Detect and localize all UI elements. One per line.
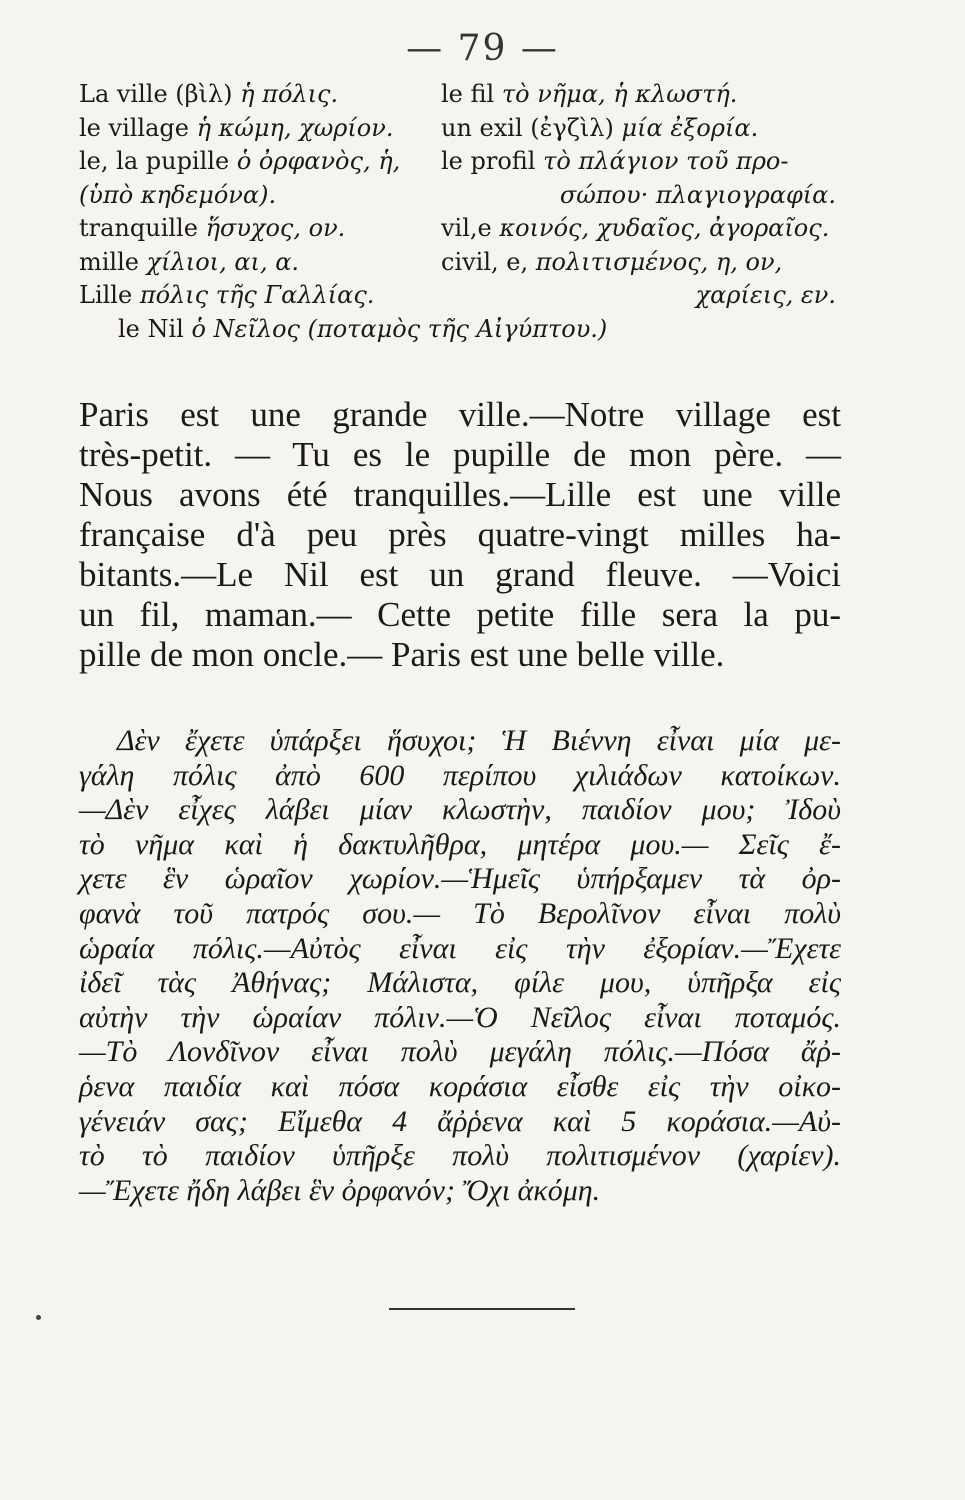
greek-line: τὸ νῆμα καὶ ἡ δακτυλῆθρα, μητέρα μου.— Σεῖς ἔ-	[79, 827, 841, 861]
french-line: Nous avons été tranquilles.—Lille est une ville	[79, 475, 841, 514]
french-line: un fil, maman.— Cette petite fille sera la pu-	[79, 595, 841, 634]
greek-line: γένειάν σας; Εἴμεθα 4 ἄῤῥενα καὶ 5 κοράσια.—Αὐ-	[79, 1104, 841, 1138]
vocab-french: tranquille	[79, 214, 198, 242]
end-rule	[389, 1308, 575, 1310]
vocab-french: un exil (ἐγζὶλ)	[441, 113, 614, 142]
vocab-french: Lille	[79, 281, 133, 309]
vocab-greek: μία ἐξορία.	[621, 113, 759, 142]
vocab-greek: πόλις τῆς Γαλλίας.	[139, 281, 375, 309]
french-line: bitants.—Le Nil est un grand fleuve. —Voici	[79, 555, 841, 594]
vocab-french: le profil	[441, 147, 536, 175]
greek-line: χετε ἓν ὡραῖον χωρίον.—Ἡμεῖς ὑπήρξαμεν τὰ ὀρ-	[79, 862, 841, 896]
vocab-greek: σώπου· πλαγιογραφία.	[559, 180, 836, 209]
greek-exercise	[79, 724, 841, 1208]
vocab-greek: πολιτισμένος, η, ον,	[535, 247, 783, 276]
french-line: très-petit. — Tu es le pupille de mon père. —	[79, 435, 841, 474]
vocab-greek: ἡ κώμη, χωρίον.	[196, 113, 394, 142]
vocab-greek: χίλιοι, αι, α.	[146, 247, 300, 276]
vocab-french: vil,e	[441, 214, 492, 242]
greek-line: ἰδεῖ τὰς Ἀθήνας; Μάλιστα, φίλε μου, ὑπῆρξα εἰς	[79, 966, 841, 1000]
vocab-row	[79, 80, 839, 114]
vocab-row	[79, 281, 839, 315]
vocab-greek: χαρίεις, εν.	[695, 281, 836, 309]
vocab-greek: (ὑπὸ κηδεμόνα).	[79, 180, 277, 209]
vocab-greek: ὁ Νεῖλος (ποταμὸς τῆς Αἰγύπτου.)	[191, 314, 608, 343]
vocab-french: le fil	[441, 80, 495, 108]
vocab-greek: ὁ ὀρφανὸς, ἡ,	[236, 147, 401, 175]
french-exercise	[79, 395, 841, 675]
vocab-french: le village	[79, 113, 189, 142]
vocab-french: mille	[79, 247, 139, 276]
greek-line: —Τὸ Λονδῖνον εἶναι πολὺ μεγάλη πόλις.—Πόσα ἄῤ-	[79, 1035, 841, 1069]
vocab-greek: ἥσυχος, ον.	[205, 214, 346, 242]
vocab-french: La ville (βὶλ)	[79, 80, 233, 108]
vocab-row	[79, 181, 839, 215]
vocab-row	[79, 248, 839, 282]
greek-line: ὡραία πόλις.—Αὐτὸς εἶναι εἰς τὴν ἐξορίαν.—Ἔχετε	[79, 931, 841, 965]
vocab-greek: ἡ πόλις.	[240, 80, 339, 108]
vocab-row	[79, 147, 839, 181]
vocab-greek: τὸ νῆμα, ἡ κλωστή.	[501, 80, 738, 108]
greek-line: γάλη πόλις ἀπὸ 600 περίπου χιλιάδων κατοίκων.	[79, 758, 841, 792]
vocab-greek: τὸ πλάγιον τοῦ προ-	[543, 147, 789, 175]
greek-line: Δὲν ἔχετε ὑπάρξει ἥσυχοι; Ἡ Βιέννη εἶναι μία με-	[117, 724, 841, 757]
page-number: — 79 —	[406, 28, 559, 69]
vocab-row	[79, 315, 839, 349]
vocab-row	[79, 114, 839, 148]
margin-dot	[36, 1315, 41, 1320]
vocabulary-list	[79, 80, 839, 348]
vocab-french: le, la pupille	[79, 147, 230, 175]
french-line: Paris est une grande ville.—Notre village est	[79, 395, 841, 434]
greek-line: —Ἔχετε ἤδη λάβει ἓν ὀρφανόν; Ὄχι ἀκόμη.	[79, 1173, 601, 1207]
greek-line: τὸ τὸ παιδίον ὑπῆρξε πολὺ πολιτισμένον (χαρίεν).	[79, 1139, 841, 1173]
vocab-french: le Nil	[118, 314, 184, 343]
french-line: pille de mon oncle.— Paris est une belle ville.	[79, 635, 725, 674]
greek-line: —Δὲν εἶχες λάβει μίαν κλωστὴν, παιδίον μου; Ἰδοὺ	[79, 793, 841, 827]
french-line: française d'à peu près quatre-vingt milles ha-	[79, 515, 841, 554]
greek-line: αὐτὴν τὴν ὡραίαν πόλιν.—Ὁ Νεῖλος εἶναι ποταμός.	[79, 1000, 841, 1034]
greek-line: φανὰ τοῦ πατρός σου.— Τὸ Βερολῖνον εἶναι πολὺ	[79, 896, 841, 930]
vocab-row	[79, 214, 839, 248]
vocab-greek: κοινός, χυδαῖος, ἀγοραῖος.	[499, 214, 830, 242]
greek-line: ῥενα παιδία καὶ πόσα κοράσια εἶσθε εἰς τὴν οἰκο-	[79, 1069, 841, 1103]
vocab-french: civil, e,	[441, 247, 529, 276]
